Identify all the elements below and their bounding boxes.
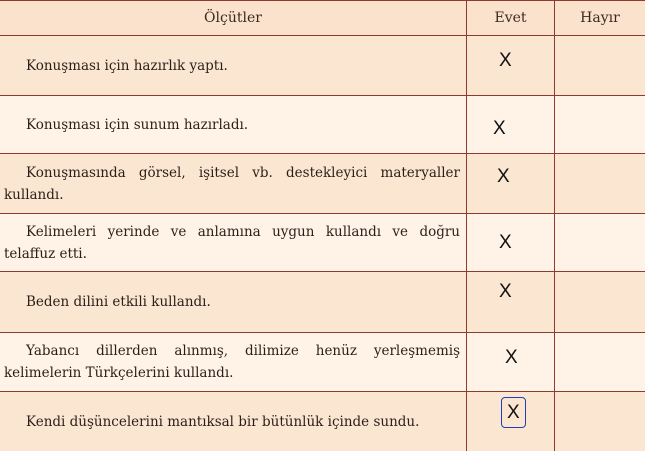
header-yes: Evet [494,10,527,26]
criterion-text: Yabancı dillerden alınmış, dilimize henüz yerleşmemiş kelimelerin Türkçelerini kullandı. [4,343,460,381]
criterion-text: Kendi düşüncelerini mantıksal bir bütünlük içinde sundu. [26,413,420,430]
criterion-text: Konuşması için hazırlık yaptı. [26,57,228,74]
table-row [0,96,645,154]
table-row [0,154,645,214]
yes-mark: X [493,118,506,139]
yes-mark: X [499,281,512,302]
criterion-text: Konuşması için sunum hazırladı. [26,116,249,133]
criterion-text: Konuşmasında görsel, işitsel vb. destekleyici materyaller kullandı. [4,164,460,203]
yes-mark: X [499,232,512,253]
criterion-text: Kelimeleri yerinde ve anlamına uygun kullandı ve doğru telaffuz etti. [4,223,460,262]
table-header-row [0,0,645,36]
header-criteria: Ölçütler [204,10,262,26]
yes-mark: X [499,50,512,71]
table-row [0,333,645,392]
table-row [0,36,645,96]
table-row [0,214,645,272]
criterion-text: Beden dilini etkili kullandı. [26,294,211,310]
yes-mark: X [505,347,518,368]
table-row [0,272,645,333]
table-row [0,392,645,451]
yes-mark-highlighted: X [501,397,526,428]
yes-mark: X [497,166,510,187]
header-no: Hayır [580,10,620,26]
